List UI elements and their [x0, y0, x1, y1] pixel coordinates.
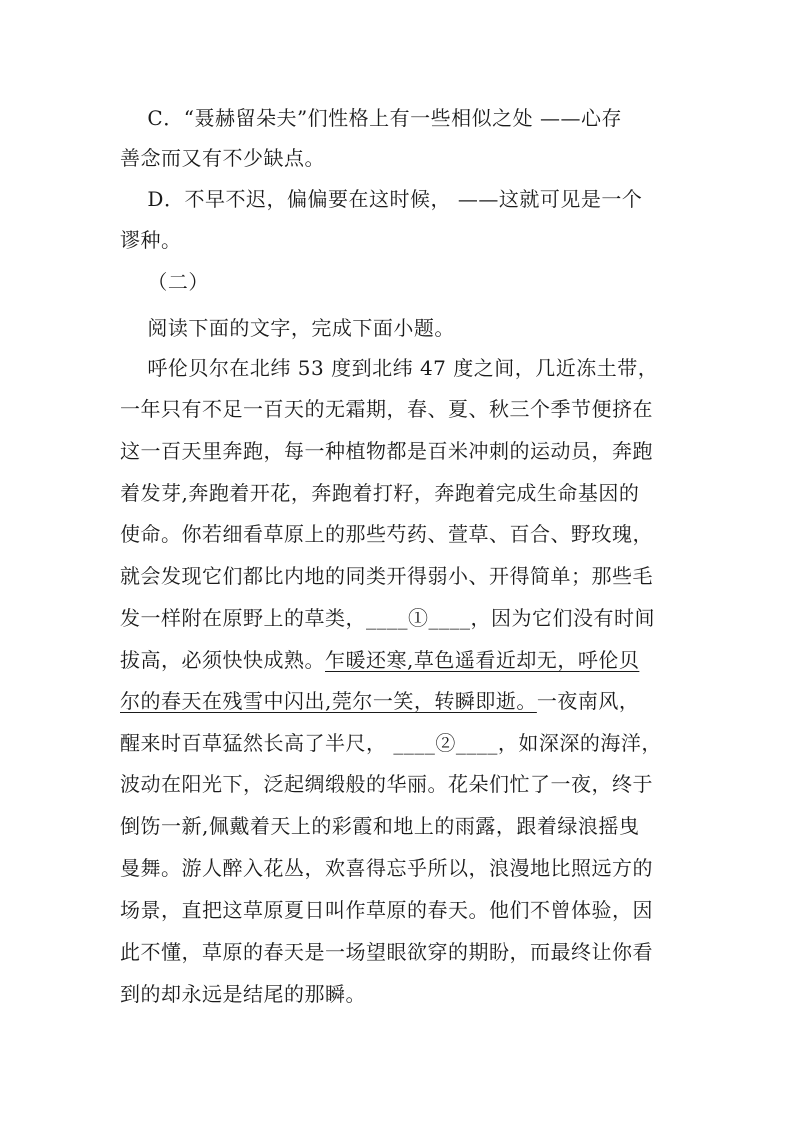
- text-line: 醒来时百草猛然长高了半尺， ____②____，如深深的海洋，: [120, 731, 662, 755]
- text-line-partial-underline: [120, 648, 639, 672]
- text-line: 一年只有不足一百天的无霜期，春、夏、秋三个季节便挤在: [120, 397, 653, 421]
- text-line: 谬种。: [120, 228, 182, 252]
- section-heading: （二）: [120, 270, 209, 294]
- text-line: 就会发现它们都比内地的同类开得弱小、开得简单；那些毛: [120, 564, 653, 588]
- text-line: 善念而又有不少缺点。: [120, 146, 325, 170]
- text-line: 呼伦贝尔在北纬 53 度到北纬 47 度之间，几近冻土带，: [120, 356, 659, 380]
- text-line: 场景，直把这草原夏日叫作草原的春天。他们不曾体验，因: [120, 898, 653, 922]
- underlined-text: 尔的春天在残雪中闪出,莞尔一笑，转瞬即逝。: [120, 689, 537, 713]
- underlined-text: 乍暖还寒,草色遥看近却无，呼伦贝: [325, 648, 640, 672]
- text-line: 倒饬一新,佩戴着天上的彩霞和地上的雨露，跟着绿浪摇曳: [120, 814, 640, 838]
- text-line: 此不懂，草原的春天是一场望眼欲穿的期盼，而最终让你看: [120, 940, 653, 964]
- text-line: C．“聂赫留朵夫”们性格上有一些相似之处 ——心存: [120, 106, 623, 130]
- text-line: 波动在阳光下，泛起绸缎般的华丽。花朵们忙了一夜，终于: [120, 772, 653, 796]
- text-line: 着发芽,奔跑着开花，奔跑着打籽，奔跑着完成生命基因的: [120, 481, 640, 505]
- text-line: 发一样附在原野上的草类，____①____，因为它们没有时间: [120, 606, 655, 630]
- text-line: 曼舞。游人醉入花丛，欢喜得忘乎所以，浪漫地比照远方的: [120, 856, 653, 880]
- instruction-line: 阅读下面的文字，完成下面小题。: [120, 316, 455, 340]
- plain-text: 拔高，必须快快成熟。: [120, 648, 325, 672]
- text-line: 使命。你若细看草原上的那些芍药、萱草、百合、野玫瑰，: [120, 522, 653, 546]
- text-line: 这一百天里奔跑，每一种植物都是百米冲刺的运动员，奔跑: [120, 439, 653, 463]
- plain-text: 一夜南风，: [536, 689, 640, 713]
- text-line: D．不早不迟，偏偏要在这时候， ——这就可见是一个: [120, 187, 643, 211]
- text-line: 到的却永远是结尾的那瞬。: [120, 982, 366, 1006]
- text-line-partial-underline: [120, 689, 639, 713]
